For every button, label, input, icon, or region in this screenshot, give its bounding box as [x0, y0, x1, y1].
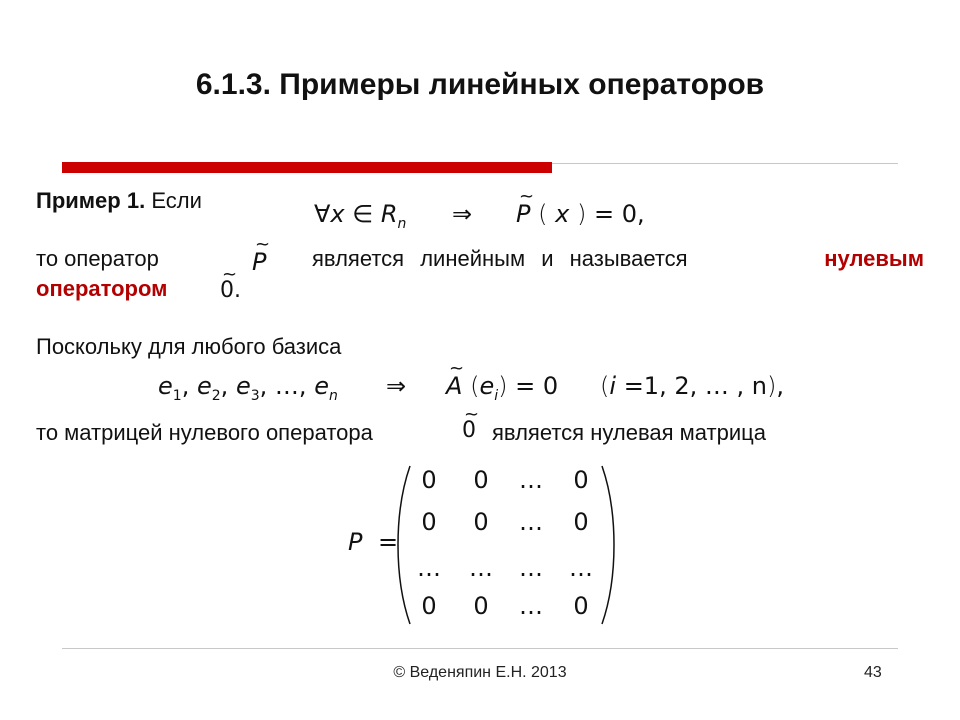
condition-formula — [314, 200, 407, 232]
in-symbol: ∈ — [352, 200, 374, 228]
matrix-intro-after: является нулевая матрица — [492, 420, 766, 445]
zero-operator: 0 — [220, 278, 234, 303]
matrix-cell-r2-c2: 0 — [473, 508, 489, 536]
if-word: Если — [151, 188, 202, 213]
matrix-cell-r3-c1: … — [417, 554, 441, 582]
footer-copyright: © Веденяпин Е.Н. 2013 — [393, 664, 567, 681]
matrix-cell-r1-c2: 0 — [473, 466, 489, 494]
set-R-sub: n — [397, 216, 407, 232]
zero-operator-symbol — [220, 264, 241, 303]
period: . — [234, 278, 241, 303]
footer-rule — [62, 648, 898, 649]
matrix-cell-r4-c2: 0 — [473, 592, 489, 620]
operator-P: P — [252, 248, 267, 276]
null-word: нулевым — [824, 246, 924, 271]
example-heading — [36, 188, 202, 214]
matrix-cell-r1-c4: 0 — [573, 466, 589, 494]
matrix-cell-r4-c4: 0 — [573, 592, 589, 620]
matrix-cell-r3-c3: … — [519, 554, 543, 582]
matrix-cell-r1-c1: 0 — [421, 466, 437, 494]
matrix-equals: = — [378, 528, 399, 556]
forall-symbol: ∀ — [314, 200, 331, 228]
matrix-cell-r2-c1: 0 — [421, 508, 437, 536]
matrix-cell-r4-c1: 0 — [421, 592, 437, 620]
close-paren: ) — [576, 200, 587, 228]
matrix-cell-r1-c3: … — [519, 466, 543, 494]
zero-operator-symbol-2: ~ 0 — [462, 404, 480, 443]
tilde-mark: ~ — [255, 234, 271, 255]
operator-word: оператором — [36, 276, 168, 301]
example-label: Пример 1. — [36, 188, 146, 213]
title-underline-red — [62, 162, 552, 173]
operator-word-line — [36, 276, 167, 302]
var-x-arg: x — [555, 200, 570, 228]
page-number: 43 — [864, 664, 882, 681]
var-x: x — [330, 200, 345, 228]
matrix-cell-r4-c3: … — [519, 592, 543, 620]
index-range: (i =1, 2, … , n), — [600, 372, 784, 400]
comma: , — [637, 200, 645, 228]
operator-P-symbol — [252, 234, 271, 276]
operator-A: A — [446, 372, 463, 400]
matrix-cell-r3-c4: … — [569, 554, 593, 582]
to-operator-text: то оператор — [36, 246, 159, 271]
operator-A-applied: ~ A $(e_i) = 0$ — [446, 358, 559, 404]
zero-value: 0 — [621, 200, 638, 228]
matrix-cell-r3-c2: … — [469, 554, 493, 582]
operator-P-applied — [516, 186, 645, 228]
basis-vectors: $e_1$, $e_2$, $e_3$, …, $e_n$ — [158, 372, 338, 404]
is-linear-text: является линейным и называется — [312, 246, 688, 271]
tilde-mark: ~ — [519, 186, 535, 207]
implies-symbol-2: ⇒ — [386, 372, 407, 400]
basis-intro-text: Поскольку для любого базиса — [36, 334, 342, 359]
tilde-mark: ~ — [222, 264, 238, 285]
title-underline-grey — [552, 163, 898, 164]
tilde-mark: ~ — [449, 358, 465, 379]
equals-sign: = — [594, 200, 615, 228]
matrix-cell-r2-c4: 0 — [573, 508, 589, 536]
is-linear-line — [312, 246, 924, 272]
slide-title: 6.1.3. Примеры линейных операторов — [195, 68, 765, 101]
operator-P: P — [516, 200, 531, 228]
implies-symbol-1: ⇒ — [452, 200, 473, 228]
set-R: R — [380, 200, 398, 228]
tilde-mark: ~ — [464, 404, 480, 425]
matrix-intro-before: то матрицей нулевого оператора — [36, 420, 373, 445]
open-paren: ( — [538, 200, 548, 228]
matrix-name: P — [348, 528, 363, 556]
matrix-cell-r2-c3: … — [519, 508, 543, 536]
